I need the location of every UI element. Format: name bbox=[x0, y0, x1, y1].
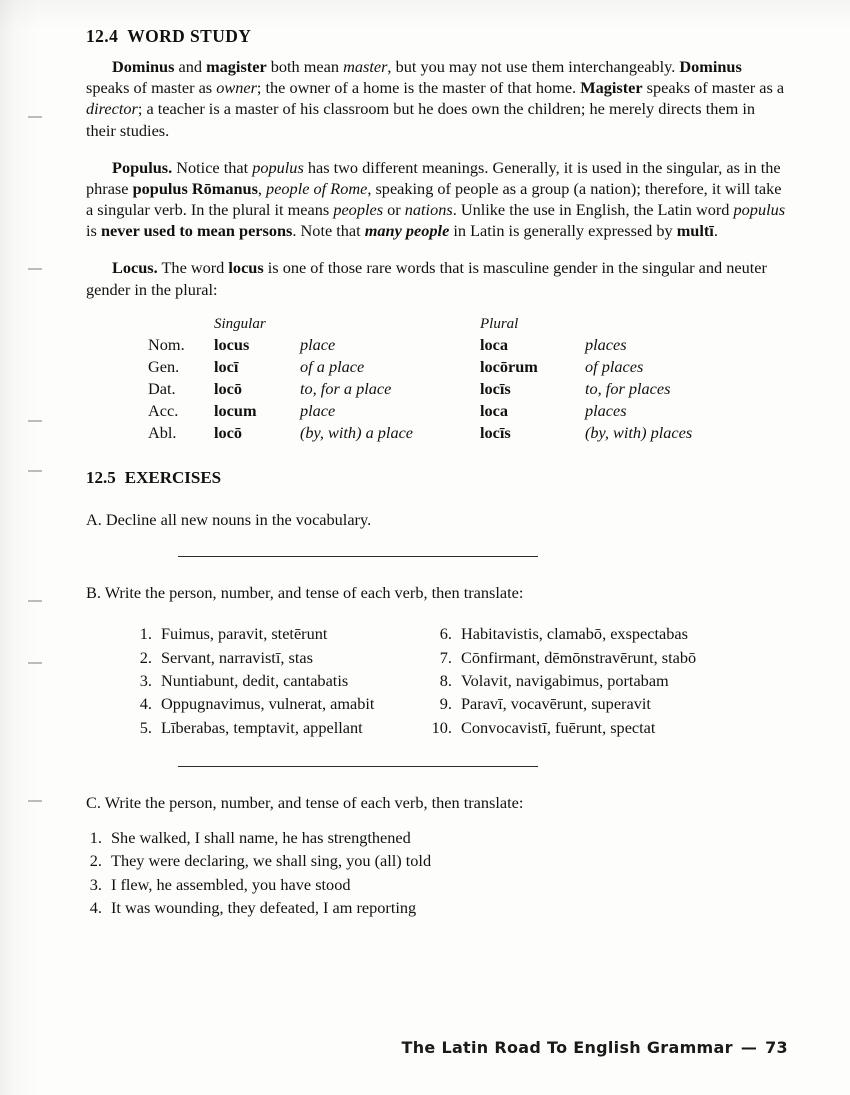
exercise-b-right-column bbox=[426, 623, 756, 740]
item-number: 4. bbox=[139, 694, 152, 714]
table-row bbox=[148, 400, 692, 422]
case-label: Acc. bbox=[148, 400, 179, 420]
term-magister-2: Magister bbox=[580, 78, 643, 98]
text: is bbox=[86, 221, 101, 241]
list-item bbox=[126, 716, 426, 739]
exercises-section-number: 12.5 bbox=[86, 467, 116, 487]
item-text: Paravī, vocavērunt, superavit bbox=[461, 694, 651, 714]
plural-form: loca bbox=[480, 334, 509, 354]
item-number: 2. bbox=[139, 647, 152, 667]
text: speaks of master as a bbox=[642, 78, 785, 98]
text: . bbox=[713, 221, 718, 241]
divider-rule-2 bbox=[178, 766, 538, 767]
gloss-people-of-rome: people of Rome bbox=[266, 178, 368, 198]
phrase-populus-romanus: populus Rōmanus bbox=[132, 178, 258, 198]
list-item bbox=[86, 827, 786, 850]
word-study-heading bbox=[86, 26, 786, 47]
item-text: Convocavistī, fuērunt, spectat bbox=[461, 717, 656, 737]
margin-mark bbox=[28, 470, 42, 472]
plural-meaning: (by, with) places bbox=[585, 422, 693, 442]
gloss-master: master bbox=[343, 57, 388, 76]
term-populus: Populus. bbox=[112, 157, 173, 177]
text: The word bbox=[157, 258, 229, 278]
margin-mark bbox=[28, 420, 42, 422]
text: , bbox=[257, 178, 267, 198]
table-row bbox=[148, 334, 692, 356]
plural-form: locīs bbox=[480, 422, 511, 442]
plural-header: Plural bbox=[480, 315, 519, 332]
list-item bbox=[426, 716, 756, 739]
exercises-title: EXERCISES bbox=[124, 467, 222, 487]
plural-form: locīs bbox=[480, 378, 511, 398]
table-header-row bbox=[148, 316, 692, 334]
singular-form: locus bbox=[214, 334, 250, 354]
text: in Latin is generally expressed by bbox=[449, 221, 677, 241]
word-populus-italic-2: populus bbox=[733, 200, 786, 220]
margin-mark bbox=[28, 662, 42, 664]
margin-mark bbox=[28, 600, 42, 602]
gloss-owner: owner bbox=[216, 78, 257, 98]
margin-mark bbox=[28, 800, 42, 802]
item-text: Nuntiabunt, dedit, cantabatis bbox=[161, 670, 349, 690]
case-label: Dat. bbox=[148, 378, 176, 398]
list-item bbox=[126, 669, 426, 692]
term-locus: Locus. bbox=[112, 258, 158, 278]
emphasis-never-used: never used to mean persons bbox=[100, 221, 293, 241]
text: or bbox=[383, 200, 405, 220]
item-number: 7. bbox=[439, 647, 452, 667]
case-label: Gen. bbox=[148, 356, 180, 376]
page-number: 73 bbox=[765, 1038, 788, 1057]
list-item bbox=[126, 693, 426, 716]
exercise-a-label: A. Decline all new nouns in the vocabulary. bbox=[86, 509, 372, 529]
plural-meaning: of places bbox=[585, 356, 644, 376]
item-number: 3. bbox=[89, 874, 102, 894]
list-item bbox=[126, 623, 426, 646]
item-number: 4. bbox=[89, 898, 102, 918]
text: ; the owner of a home is the master of that home. bbox=[256, 78, 581, 98]
singular-meaning: to, for a place bbox=[300, 378, 392, 398]
word-study-title: WORD STUDY bbox=[127, 26, 252, 46]
item-number: 5. bbox=[139, 717, 152, 737]
item-text: Fuimus, paravit, stetērunt bbox=[161, 624, 328, 644]
exercise-b-items bbox=[126, 609, 786, 740]
margin-mark bbox=[28, 268, 42, 270]
list-item bbox=[426, 646, 756, 669]
plural-form: loca bbox=[480, 400, 509, 420]
text: , but you may not use them interchangeably. bbox=[387, 57, 680, 76]
item-text: Servant, narravistī, stas bbox=[161, 647, 313, 667]
text: is one of those rare words that is masculine gender in the singular and neuter gender in the plural: bbox=[86, 258, 767, 299]
singular-meaning: place bbox=[300, 334, 336, 354]
plural-meaning: to, for places bbox=[585, 378, 671, 398]
text: has two different meanings. Generally, it is used in the singular, as in the phrase bbox=[86, 157, 781, 198]
table-row bbox=[148, 356, 692, 378]
word-study-section-number: 12.4 bbox=[86, 26, 119, 46]
singular-form: locum bbox=[214, 400, 257, 420]
item-text: It was wounding, they defeated, I am reporting bbox=[111, 898, 417, 918]
plural-meaning: places bbox=[585, 334, 627, 354]
singular-form: locō bbox=[214, 422, 243, 442]
singular-form: locī bbox=[214, 356, 239, 376]
footer-dash: — bbox=[740, 1038, 758, 1057]
singular-meaning: place bbox=[300, 400, 336, 420]
singular-form: locō bbox=[214, 378, 243, 398]
paragraph-locus bbox=[86, 257, 786, 299]
item-number: 9. bbox=[439, 694, 452, 714]
book-title: The Latin Road To English Grammar bbox=[401, 1038, 733, 1057]
singular-header: Singular bbox=[214, 315, 266, 332]
plural-form: locōrum bbox=[480, 356, 538, 376]
singular-meaning: (by, with) a place bbox=[300, 422, 414, 442]
list-item bbox=[86, 850, 786, 873]
paragraph-dominus-magister bbox=[86, 56, 786, 141]
exercise-b-label: B. Write the person, number, and tense of each verb, then translate: bbox=[86, 582, 524, 602]
item-number: 1. bbox=[89, 828, 102, 848]
text: ; a teacher is a master of his classroom but he does own the children; he merely directs them in their studies. bbox=[86, 99, 755, 140]
paragraph-populus bbox=[86, 157, 786, 242]
page-content bbox=[86, 26, 786, 920]
gloss-nations: nations bbox=[404, 200, 453, 220]
divider-rule-1 bbox=[178, 556, 538, 557]
text: speaks of master as bbox=[86, 78, 217, 98]
declension-table bbox=[148, 316, 692, 444]
item-text: They were declaring, we shall sing, you (all) told bbox=[111, 851, 432, 871]
text: and bbox=[174, 57, 207, 76]
exercise-c-items bbox=[86, 827, 786, 920]
text: . Unlike the use in English, the Latin word bbox=[452, 200, 734, 220]
empty-case-header bbox=[148, 316, 214, 334]
phrase-many-people: many people bbox=[364, 221, 450, 241]
term-dominus: Dominus bbox=[112, 57, 175, 76]
table-row bbox=[148, 378, 692, 400]
item-number: 8. bbox=[439, 670, 452, 690]
item-number: 2. bbox=[89, 851, 102, 871]
plural-meaning: places bbox=[585, 400, 627, 420]
item-number: 10. bbox=[431, 717, 452, 737]
text: Notice that bbox=[172, 157, 253, 177]
item-text: Habitavistis, clamabō, exspectabas bbox=[461, 624, 688, 644]
item-text: She walked, I shall name, he has strengthened bbox=[111, 828, 411, 848]
exercises-heading bbox=[86, 468, 786, 488]
item-text: Oppugnavimus, vulnerat, amabit bbox=[161, 694, 375, 714]
list-item bbox=[86, 873, 786, 896]
word-locus-bold: locus bbox=[228, 258, 264, 278]
text: . Note that bbox=[292, 221, 365, 241]
word-multi: multī bbox=[676, 221, 714, 241]
list-item bbox=[126, 646, 426, 669]
text: both mean bbox=[266, 57, 344, 76]
item-number: 6. bbox=[439, 624, 452, 644]
table-row bbox=[148, 422, 692, 444]
exercise-c-label: C. Write the person, number, and tense of each verb, then translate: bbox=[86, 792, 524, 812]
list-item bbox=[426, 623, 756, 646]
term-dominus-2: Dominus bbox=[679, 57, 742, 76]
list-item bbox=[86, 897, 786, 920]
item-text: Volavit, navigabimus, portabam bbox=[461, 670, 669, 690]
item-text: Cōnfirmant, dēmōnstravērunt, stabō bbox=[461, 647, 697, 667]
gloss-director: director bbox=[86, 99, 138, 119]
margin-mark bbox=[28, 116, 42, 118]
item-text: I flew, he assembled, you have stood bbox=[111, 874, 351, 894]
item-number: 3. bbox=[139, 670, 152, 690]
term-magister: magister bbox=[206, 57, 267, 76]
exercise-b-left-column bbox=[126, 623, 426, 740]
item-text: Līberabas, temptavit, appellant bbox=[161, 717, 363, 737]
list-item bbox=[426, 669, 756, 692]
page-footer bbox=[402, 1038, 788, 1057]
gloss-peoples: peoples bbox=[333, 200, 384, 220]
case-label: Abl. bbox=[148, 422, 177, 442]
case-label: Nom. bbox=[148, 334, 185, 354]
text: , speaking of people as a group (a nation); therefore, it will take a singular verb. In the plural it means bbox=[86, 178, 782, 220]
word-populus-italic: populus bbox=[252, 157, 304, 177]
list-item bbox=[426, 693, 756, 716]
item-number: 1. bbox=[139, 624, 152, 644]
singular-meaning: of a place bbox=[300, 356, 365, 376]
